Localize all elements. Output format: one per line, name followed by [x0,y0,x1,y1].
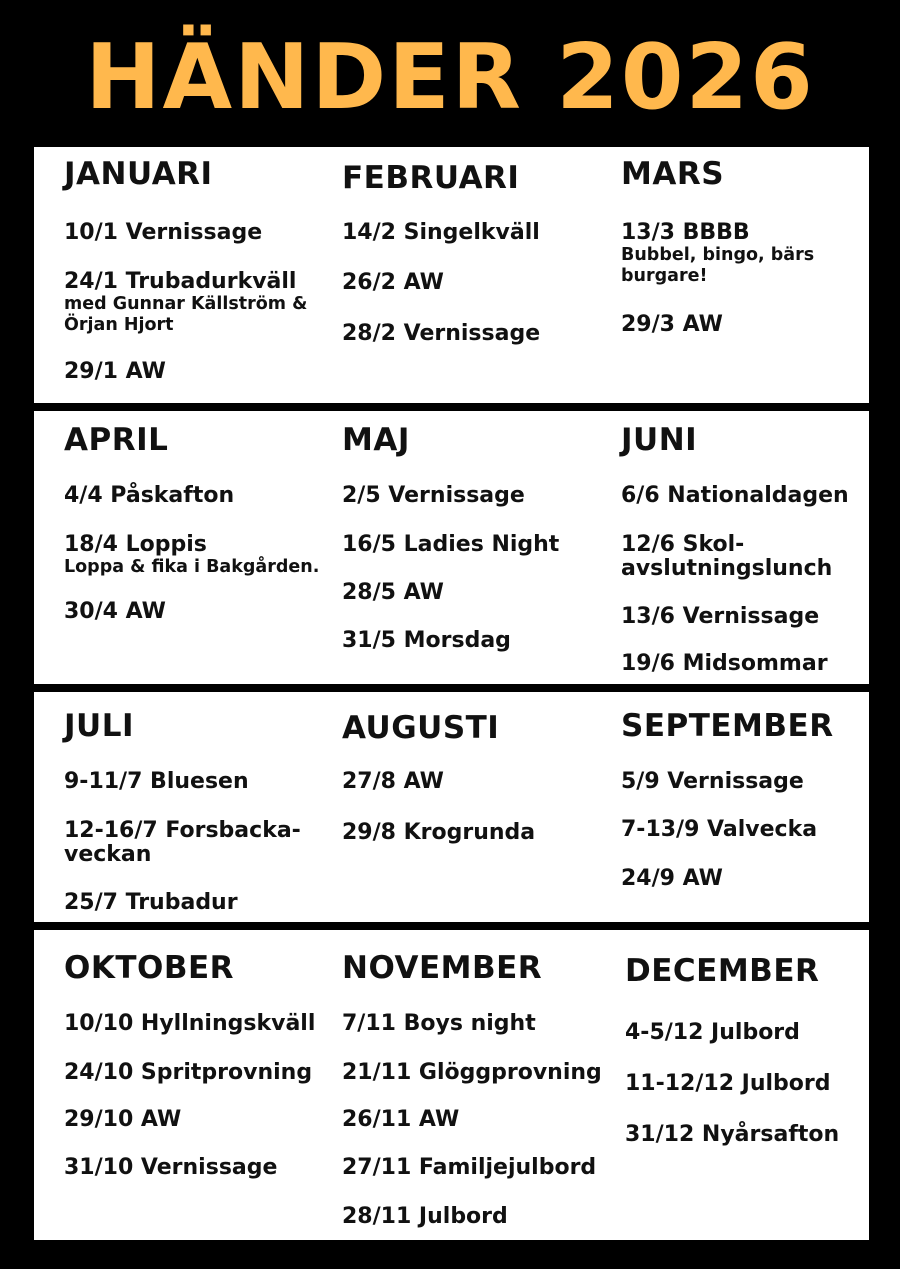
event-item: 4-5/12 Julbord [625,1020,800,1045]
quarter-panel-q3 [34,692,869,922]
quarter-panel-q2 [34,411,869,684]
event-item: 18/4 Loppis Loppa & fika i Bakgården. [64,532,320,577]
month-column-juli [64,708,301,915]
event-item: 29/8 Krogrunda [342,820,536,845]
month-heading: JANUARI [64,156,213,192]
event-item: 28/11 Julbord [342,1204,508,1229]
page-title: HÄNDER 2026 [85,25,815,130]
month-heading: FEBRUARI [342,160,520,196]
event-item: 28/5 AW [342,580,444,605]
event-item: 27/8 AW [342,769,444,794]
event-item: 31/10 Vernissage [64,1155,278,1180]
event-item: 4/4 Påskafton [64,483,235,508]
month-column-januari [64,156,308,384]
event-item: 29/1 AW [64,359,166,384]
event-item: 13/3 BBBB Bubbel, bingo, bärs burgare! [621,220,815,286]
event-item: 13/6 Vernissage [621,604,820,629]
month-column-november [342,950,602,1229]
event-item: 9-11/7 Bluesen [64,769,249,794]
event-item: 26/11 AW [342,1107,460,1132]
event-item: 29/3 AW [621,312,723,337]
event-item: 11-12/12 Julbord [625,1071,831,1096]
event-item: 12-16/7 Forsbacka- veckan [64,818,301,867]
event-item: 14/2 Singelkväll [342,220,540,245]
event-item: 31/12 Nyårsafton [625,1122,840,1147]
event-item: 16/5 Ladies Night [342,532,560,557]
event-item: 6/6 Nationaldagen [621,483,849,508]
event-item: 2/5 Vernissage [342,483,525,508]
event-item: 7/11 Boys night [342,1011,536,1036]
event-item: 27/11 Familjejulbord [342,1155,597,1180]
month-column-september [621,708,834,891]
month-column-april [64,422,320,624]
event-item: 30/4 AW [64,599,166,624]
event-item: 12/6 Skol- avslutningslunch [621,532,833,581]
month-column-mars [621,156,815,337]
event-item: 31/5 Morsdag [342,628,511,653]
month-heading: JULI [64,708,134,744]
month-column-februari [342,160,541,346]
event-item: 19/6 Midsommar [621,651,828,676]
event-item: 7-13/9 Valvecka [621,817,818,842]
month-heading: MARS [621,156,725,192]
event-item: 21/11 Glöggprovning [342,1060,602,1085]
month-heading: JUNI [621,422,698,458]
event-item: 28/2 Vernissage [342,321,541,346]
month-heading: MAJ [342,422,410,458]
event-item: 24/9 AW [621,866,723,891]
quarter-panel-q1 [34,147,869,403]
event-item: 24/10 Spritprovning [64,1060,313,1085]
month-column-oktober [64,950,316,1180]
month-column-augusti [342,710,536,845]
event-item: 25/7 Trubadur [64,890,238,915]
month-column-maj [342,422,560,653]
event-item: 24/1 Trubadurkväll med Gunnar Källström & Örjan Hjort [64,269,308,335]
month-column-juni [621,422,849,676]
month-heading: DECEMBER [625,953,820,989]
quarter-panel-q4 [34,930,869,1240]
event-item: 10/10 Hyllningskväll [64,1011,316,1036]
event-item: 10/1 Vernissage [64,220,263,245]
month-heading: SEPTEMBER [621,708,834,744]
event-item: 26/2 AW [342,270,444,295]
month-heading: OKTOBER [64,950,235,986]
event-item: 29/10 AW [64,1107,182,1132]
month-column-december [625,953,840,1147]
month-heading: NOVEMBER [342,950,543,986]
month-heading: APRIL [64,422,169,458]
month-heading: AUGUSTI [342,710,500,746]
event-item: 5/9 Vernissage [621,769,804,794]
